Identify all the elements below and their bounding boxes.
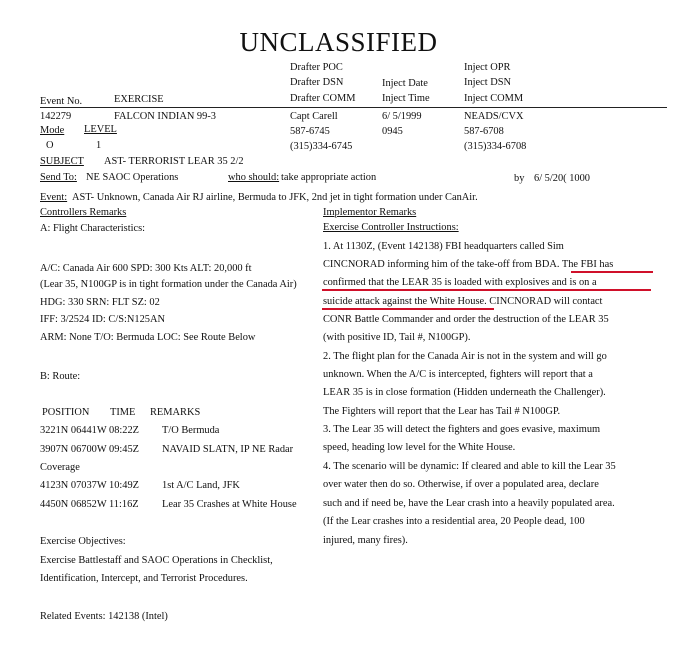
flight-line: A/C: Canada Air 600 SPD: 300 Kts ALT: 20,000 ft: [40, 263, 252, 274]
inject-dsn-label: Inject DSN: [464, 77, 512, 88]
inject-dsn-value: 587-6708: [464, 126, 504, 137]
drafter-dsn-label: Drafter DSN: [290, 77, 344, 88]
route-remarks: T/O Bermuda: [162, 425, 220, 436]
route-header-position: POSITION: [42, 407, 90, 418]
instruction-line: unknown. When the A/C is intercepted, fighters will report that a: [323, 369, 593, 380]
instruction-line: 3. The Lear 35 will detect the fighters and goes evasive, maximum: [323, 424, 601, 435]
inject-comm-label: Inject COMM: [464, 93, 524, 104]
route-time: 09:45Z: [109, 444, 140, 455]
objectives-label: Exercise Objectives:: [40, 536, 126, 547]
implementor-remarks-heading: Implementor Remarks: [323, 207, 417, 218]
classification-title: UNCLASSIFIED: [239, 27, 438, 57]
drafter-comm-value: (315)334-6745: [290, 141, 353, 152]
flight-characteristics-label: A: Flight Characteristics:: [40, 223, 146, 234]
subject-value: AST- TERRORIST LEAR 35 2/2: [104, 156, 244, 167]
inject-opr-label: Inject OPR: [464, 62, 511, 73]
instruction-line: suicide attack against the White House. CINCNORAD will contact: [323, 296, 603, 307]
instruction-line-highlighted: confirmed that the LEAR 35 is loaded with explosives and is on a: [323, 277, 597, 288]
inject-date-value: 6/ 5/1999: [382, 111, 422, 122]
instruction-line: (with positive ID, Tail #, N100GP).: [323, 332, 471, 343]
drafter-dsn-value: 587-6745: [290, 126, 330, 137]
objectives-line: Exercise Battlestaff and SAOC Operations in Checklist,: [40, 555, 273, 566]
flight-line: (Lear 35, N100GP is in tight formation under the Canada Air): [40, 279, 297, 290]
red-underline: [322, 308, 494, 310]
level-value: 1: [96, 140, 102, 151]
route-time: 08:22Z: [109, 425, 140, 436]
drafter-comm-label: Drafter COMM: [290, 93, 356, 104]
flight-line: HDG: 330 SRN: FLT SZ: 02: [40, 297, 160, 308]
inject-date-label: Inject Date: [382, 78, 428, 89]
mode-label: Mode: [40, 125, 65, 136]
route-header-remarks: REMARKS: [150, 407, 201, 418]
level-label: LEVEL: [84, 124, 117, 135]
route-position: 3907N 06700W: [40, 444, 107, 455]
route-label: B: Route:: [40, 371, 81, 382]
route-position: 4123N 07037W: [40, 480, 107, 491]
mode-value: O: [46, 140, 54, 151]
send-to-label: Send To:: [40, 172, 77, 183]
route-header-time: TIME: [110, 407, 136, 418]
instructions-heading: Exercise Controller Instructions:: [323, 222, 459, 233]
instruction-line: over water then do so. Otherwise, if over a populated area, declare: [323, 479, 599, 490]
instruction-line: 1. At 1130Z, (Event 142138) FBI headquarters called Sim: [323, 241, 564, 252]
event-no-value: 142279: [40, 111, 72, 122]
instruction-line: 2. The flight plan for the Canada Air is not in the system and will go: [323, 351, 607, 362]
by-date-value: 6/ 5/20( 1000: [534, 173, 590, 184]
instruction-line: LEAR 35 is in close formation (Hidden underneath the Challenger).: [323, 387, 606, 398]
instruction-line: speed, heading low level for the White House.: [323, 442, 516, 453]
instruction-line: The Fighters will report that the Lear has Tail # N100GP.: [323, 406, 561, 417]
event-no-label: Event No.: [40, 96, 83, 107]
event-label: Event:: [40, 192, 68, 203]
subject-label: SUBJECT: [40, 156, 84, 167]
header-rule: [40, 107, 667, 108]
route-position: 4450N 06852W: [40, 499, 107, 510]
inject-opr-value: NEADS/CVX: [464, 111, 524, 122]
who-should-label: who should:: [228, 172, 280, 183]
inject-time-label: Inject Time: [382, 93, 430, 104]
related-events: Related Events: 142138 (Intel): [40, 611, 168, 622]
route-position: 3221N 06441W: [40, 425, 107, 436]
send-to-value: NE SAOC Operations: [86, 172, 179, 183]
red-underline: [571, 271, 653, 273]
route-time: 10:49Z: [109, 480, 140, 491]
exercise-value: FALCON INDIAN 99-3: [114, 111, 216, 122]
route-time: 11:16Z: [109, 499, 139, 510]
inject-comm-value: (315)334-6708: [464, 141, 527, 152]
drafter-poc-value: Capt Carell: [290, 111, 338, 122]
route-remarks: Lear 35 Crashes at White House: [162, 499, 297, 510]
inject-time-value: 0945: [382, 126, 403, 137]
who-should-value: take appropriate action: [281, 172, 377, 183]
exercise-label: EXERCISE: [114, 94, 164, 105]
flight-line: IFF: 3/2524 ID: C/S:N125AN: [40, 314, 165, 325]
instruction-line: CINCNORAD informing him of the take-off from BDA. The FBI has: [323, 259, 614, 270]
instruction-line: 4. The scenario will be dynamic: If cleared and able to kill the Lear 35: [323, 461, 616, 472]
route-position: Coverage: [40, 462, 80, 473]
route-remarks: NAVAID SLATN, IP NE Radar: [162, 444, 294, 455]
highlighted-phrase: The FBI has: [561, 259, 614, 270]
highlighted-phrase: suicide attack against the White House.: [323, 296, 487, 307]
instruction-line: injured, many fires).: [323, 535, 408, 546]
drafter-poc-label: Drafter POC: [290, 62, 343, 73]
controllers-remarks-heading: Controllers Remarks: [40, 207, 127, 218]
flight-line: ARM: None T/O: Bermuda LOC: See Route Below: [40, 332, 256, 343]
instruction-line: (If the Lear crashes into a residential area, 20 People dead, 100: [323, 516, 585, 527]
route-remarks: 1st A/C Land, JFK: [162, 480, 240, 491]
by-label: by: [514, 173, 525, 184]
red-underline: [322, 289, 651, 291]
event-value: AST- Unknown, Canada Air RJ airline, Bermuda to JFK, 2nd jet in tight formation under CanAir.: [72, 192, 478, 203]
instruction-line: CONR Battle Commander and order the destruction of the LEAR 35: [323, 314, 609, 325]
instruction-line: such and if need be, have the Lear crash into a heavily populated area.: [323, 498, 615, 509]
objectives-line: Identification, Intercept, and Terrorist Procedures.: [40, 573, 248, 584]
